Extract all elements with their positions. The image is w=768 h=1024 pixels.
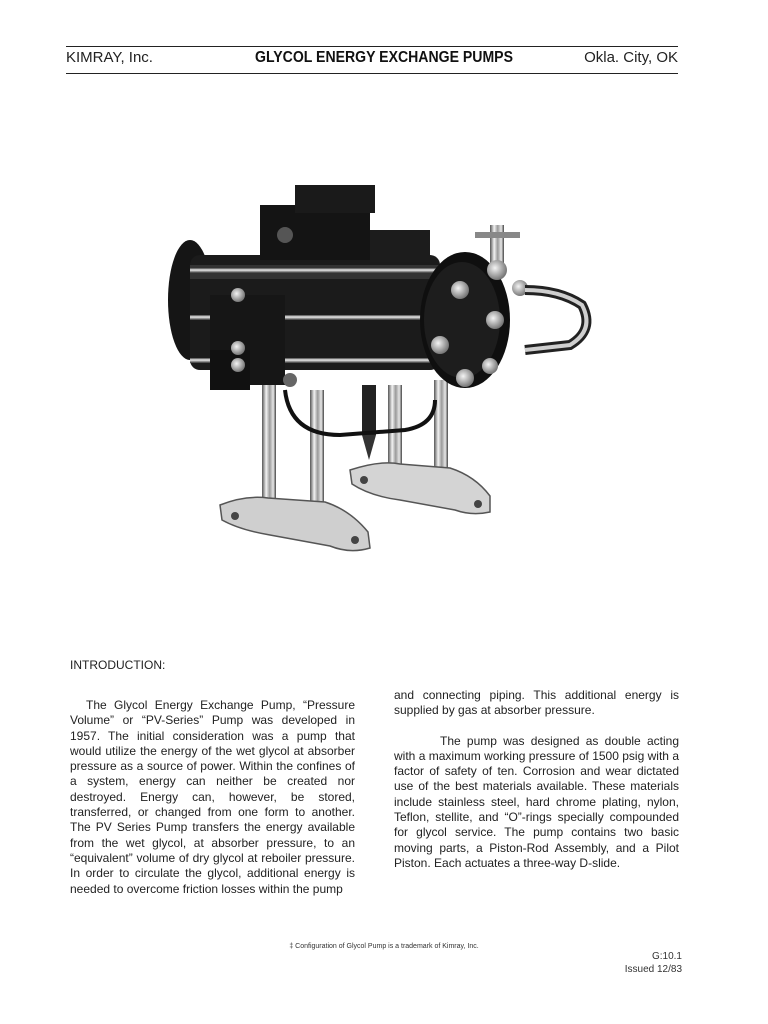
header-rule-bottom (66, 73, 678, 74)
trademark-footnote: ‡ Configuration of Glycol Pump is a trademark of Kimray, Inc. (289, 943, 479, 950)
design-paragraph: The pump was designed as double acting with a maximum working pressure of 1500 psig with a factor of safety of ten. Corrosion and wear dictated use of the best materials available. These materials include stainless steel, hard chrome plating, nylon, Teflon, stellite, and “O”-rings specially compounded for glycol service. The pump contains two basic moving parts, a Piston-Rod Assembly, and a Pilot Piston. Each actuates a three-way D-slide. (394, 733, 679, 870)
body-column-right (394, 688, 679, 871)
header-company: KIMRAY, Inc. (66, 49, 153, 66)
pump-photo (150, 180, 620, 570)
issue-date: Issued 12/83 (624, 964, 682, 975)
document-code: G:10.1 (651, 951, 682, 962)
intro-paragraph: The Glycol Energy Exchange Pump, “Pressure Volume” or “PV-Series” Pump was developed in 1957. The initial consideration was a pump that would utilize the energy of the wet glycol at absorber pressure as a source of power. Within the confines of a system, energy can neither be created nor destroyed. Energy can, however, be stored, transferred, or changed from one form to another. The PV Series Pump transfers the energy available from the wet glycol, at absorber pressure, to an “equivalent” volume of dry glycol at reboiler pressure. In order to circulate the glycol, additional energy is needed to overcome friction losses within the pump (70, 698, 355, 896)
header-title: GLYCOL ENERGY EXCHANGE PUMPS (255, 49, 513, 66)
continuation-paragraph: and connecting piping. This additional energy is supplied by gas at absorber pressure. (394, 688, 679, 718)
header-location: Okla. City, OK (584, 49, 678, 66)
header-rule-top (66, 46, 678, 47)
section-heading: INTRODUCTION: (70, 658, 166, 672)
page-code (625, 950, 682, 976)
body-column-left (70, 698, 355, 897)
